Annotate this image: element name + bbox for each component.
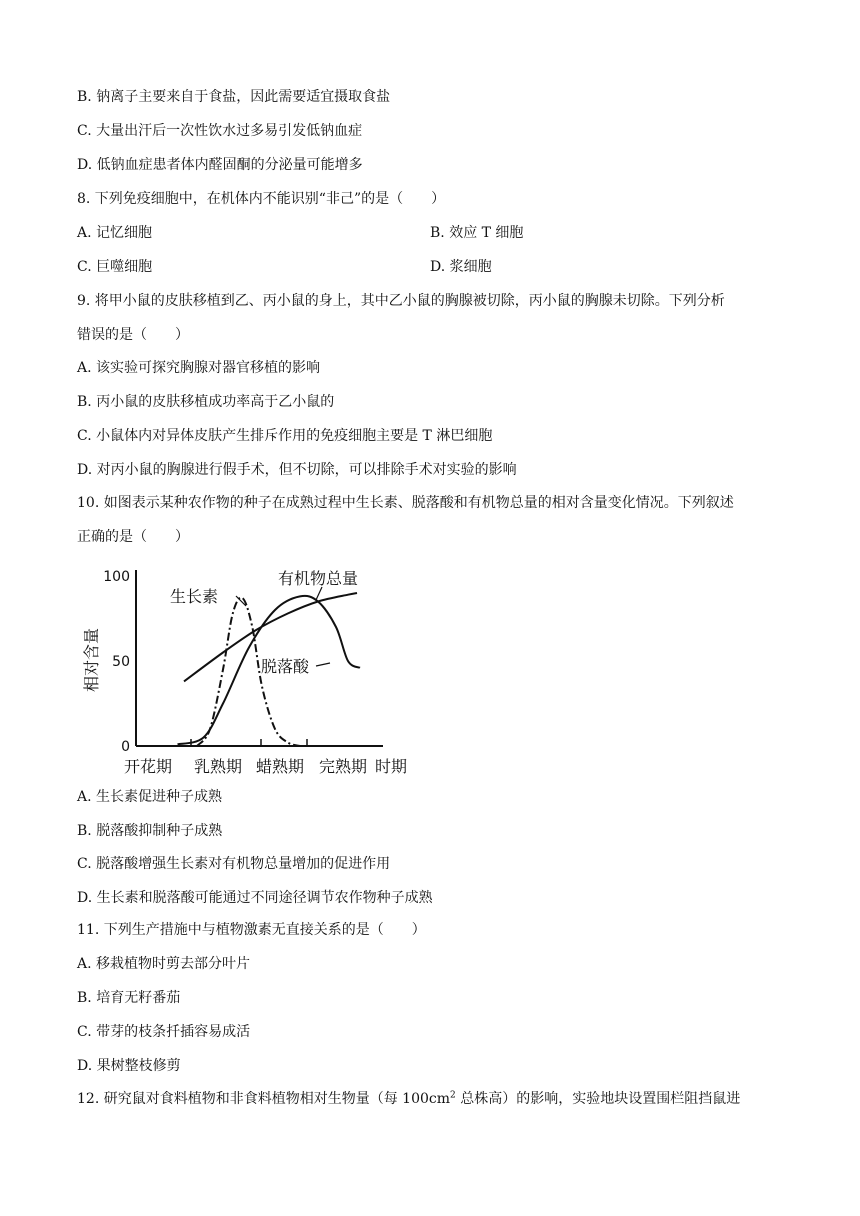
q10-option-d: D. 生长素和脱落酸可能通过不同途径调节农作物种子成熟 <box>77 890 433 906</box>
q10-option-b: B. 脱落酸抑制种子成熟 <box>77 823 223 839</box>
q7-option-b: B. 钠离子主要来自于食盐，因此需要适宜摄取食盐 <box>77 89 391 105</box>
q9-option-b: B. 丙小鼠的皮肤移植成功率高于乙小鼠的 <box>77 394 335 410</box>
series-label-2: 生长素 <box>170 587 219 606</box>
q8-option-c: C. 巨噬细胞 <box>77 259 153 275</box>
y-tick-label: 0 <box>121 739 130 755</box>
y-tick-label: 100 <box>103 569 130 585</box>
q12-stem-part2: 总株高）的影响，实验地块设置围栏阻挡鼠进 <box>455 1091 741 1107</box>
q9-option-a: A. 该实验可探究胸腺对器官移植的影响 <box>77 360 321 376</box>
q11-stem: 11. 下列生产措施中与植物激素无直接关系的是（ ） <box>77 922 426 938</box>
y-tick-label: 50 <box>112 654 130 670</box>
q8-option-b: B. 效应 T 细胞 <box>430 225 524 241</box>
y-axis-label: 相对含量 <box>82 627 101 693</box>
q10-option-a: A. 生长素促进种子成熟 <box>77 789 223 805</box>
series-label-1: 有机物总量 <box>278 569 359 588</box>
x-tick-label: 乳熟期 <box>193 757 243 776</box>
series-leader-line <box>316 587 322 600</box>
q9-option-d: D. 对丙小鼠的胸腺进行假手术，但不切除，可以排除手术对实验的影响 <box>77 462 517 478</box>
q8-option-d: D. 浆细胞 <box>430 259 492 275</box>
q9-stem-line2: 错误的是（ ） <box>77 327 189 343</box>
q7-option-c: C. 大量出汗后一次性饮水过多易引发低钠血症 <box>77 123 363 139</box>
q11-option-b: B. 培育无籽番茄 <box>77 990 181 1006</box>
q8-option-a: A. 记忆细胞 <box>77 225 153 241</box>
q10-stem-line1: 10. 如图表示某种农作物的种子在成熟过程中生长素、脱落酸和有机物总量的相对含量变化情况。下列叙述 <box>77 495 734 511</box>
q11-option-a: A. 移栽植物时剪去部分叶片 <box>77 956 251 972</box>
series-leader-line <box>316 663 330 666</box>
q12-superscript: 2 <box>450 1090 456 1101</box>
series-label-3: 脱落酸 <box>261 657 310 676</box>
x-tick-label: 开花期 <box>123 757 173 776</box>
q8-stem: 8. 下列免疫细胞中，在机体内不能识别“非己”的是（ ） <box>77 191 446 207</box>
q9-option-c: C. 小鼠体内对异体皮肤产生排斥作用的免疫细胞主要是 T 淋巴细胞 <box>77 428 493 444</box>
hormone-chart <box>78 560 418 780</box>
q7-option-d: D. 低钠血症患者体内醛固酮的分泌量可能增多 <box>77 157 363 173</box>
q11-option-d: D. 果树整枝修剪 <box>77 1058 181 1074</box>
q12-stem <box>77 1089 740 1109</box>
q10-stem-line2: 正确的是（ ） <box>77 529 189 545</box>
q9-stem-line1: 9. 将甲小鼠的皮肤移植到乙、丙小鼠的身上，其中乙小鼠的胸腺被切除，丙小鼠的胸腺未切除。下列分析 <box>77 293 725 309</box>
x-tick-label: 蜡熟期 <box>255 757 305 776</box>
q12-stem-part1: 12. 研究鼠对食料植物和非食料植物相对生物量（每 100cm <box>77 1091 451 1107</box>
x-tick-label: 完熟期 <box>318 757 368 776</box>
x-axis-label: 时期 <box>374 757 408 776</box>
q11-option-c: C. 带芽的枝条扦插容易成活 <box>77 1024 251 1040</box>
q10-option-c: C. 脱落酸增强生长素对有机物总量增加的促进作用 <box>77 856 391 872</box>
